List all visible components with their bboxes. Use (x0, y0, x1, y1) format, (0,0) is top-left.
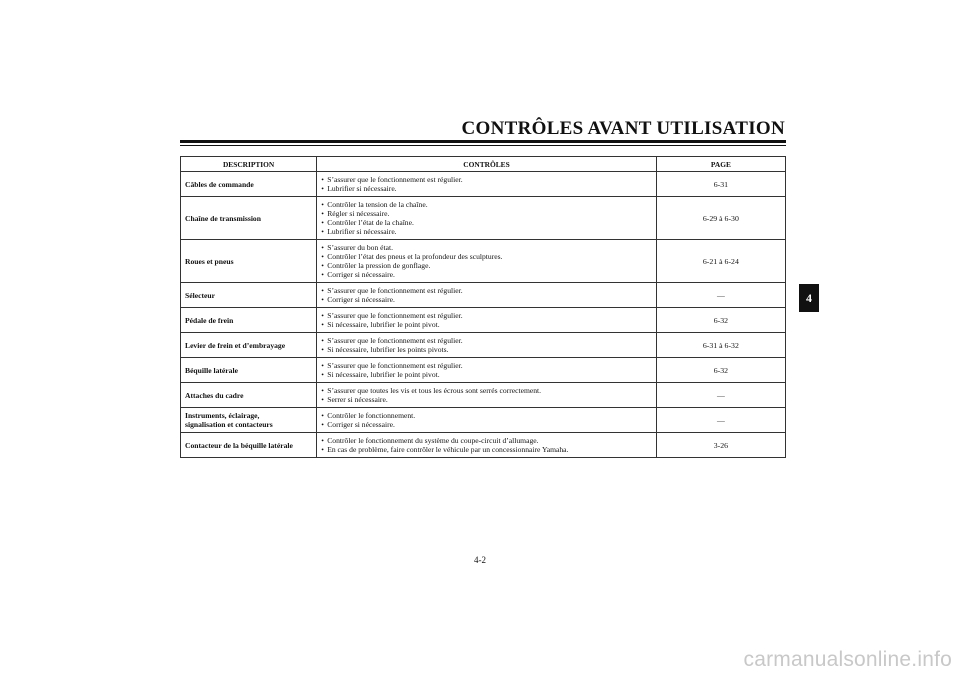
check-item: • Si nécessaire, lubrifier le point pivot. (321, 370, 652, 379)
check-item: • S’assurer que le fonctionnement est régulier. (321, 175, 652, 184)
row-description: Pédale de frein (181, 308, 317, 333)
row-checks (317, 197, 657, 240)
check-item: • S’assurer que le fonctionnement est régulier. (321, 336, 652, 345)
row-page-reference: 6-21 à 6-24 (656, 240, 785, 283)
table-header-row (181, 157, 786, 172)
check-item: • Si nécessaire, lubrifier les points pivots. (321, 345, 652, 354)
row-checks (317, 240, 657, 283)
table-row (181, 333, 786, 358)
check-item: • Corriger si nécessaire. (321, 420, 652, 429)
row-checks (317, 383, 657, 408)
title-rule-thick (180, 140, 786, 143)
pre-operation-checks-table (180, 156, 786, 458)
row-description: Levier de frein et d’embrayage (181, 333, 317, 358)
row-description: Attaches du cadre (181, 383, 317, 408)
table-row (181, 383, 786, 408)
row-checks (317, 283, 657, 308)
row-checks (317, 333, 657, 358)
check-item: • S’assurer que le fonctionnement est régulier. (321, 311, 652, 320)
row-description: Béquille latérale (181, 358, 317, 383)
check-item: • Si nécessaire, lubrifier le point pivot. (321, 320, 652, 329)
row-page-reference: — (656, 408, 785, 433)
header-checks: CONTRÔLES (317, 157, 657, 172)
row-description: Câbles de commande (181, 172, 317, 197)
row-description: Instruments, éclairage, signalisation et contacteurs (181, 408, 317, 433)
check-item: • Contrôler la tension de la chaîne. (321, 200, 652, 209)
row-description: Chaîne de transmission (181, 197, 317, 240)
table-row (181, 358, 786, 383)
chapter-tab[interactable]: 4 (799, 284, 819, 312)
page-number: 4-2 (474, 555, 486, 565)
title-rule-thin (180, 145, 786, 146)
check-item: • S’assurer que le fonctionnement est régulier. (321, 361, 652, 370)
table-row (181, 197, 786, 240)
table-row (181, 283, 786, 308)
row-page-reference: 3-26 (656, 433, 785, 458)
check-item: • Contrôler le fonctionnement. (321, 411, 652, 420)
check-item: • Contrôler le fonctionnement du système du coupe-circuit d’allumage. (321, 436, 652, 445)
check-item: • Corriger si nécessaire. (321, 270, 652, 279)
row-checks (317, 433, 657, 458)
row-page-reference: 6-32 (656, 308, 785, 333)
row-page-reference: 6-29 à 6-30 (656, 197, 785, 240)
row-checks (317, 358, 657, 383)
row-page-reference: 6-32 (656, 358, 785, 383)
check-item: • Lubrifier si nécessaire. (321, 184, 652, 193)
row-checks (317, 172, 657, 197)
row-checks (317, 308, 657, 333)
row-checks (317, 408, 657, 433)
watermark: carmanualsonline.info (743, 648, 952, 671)
row-page-reference: — (656, 383, 785, 408)
check-item: • Corriger si nécessaire. (321, 295, 652, 304)
table-row (181, 308, 786, 333)
page-title: CONTRÔLES AVANT UTILISATION (461, 118, 785, 139)
table-body (181, 172, 786, 458)
row-description: Sélecteur (181, 283, 317, 308)
row-page-reference: 6-31 (656, 172, 785, 197)
table-row (181, 172, 786, 197)
check-item: • Contrôler la pression de gonflage. (321, 261, 652, 270)
check-item: • Contrôler l’état de la chaîne. (321, 218, 652, 227)
table-row (181, 433, 786, 458)
row-description: Contacteur de la béquille latérale (181, 433, 317, 458)
table-row (181, 240, 786, 283)
check-item: • Régler si nécessaire. (321, 209, 652, 218)
check-item: • S’assurer que toutes les vis et tous les écrous sont serrés correctement. (321, 386, 652, 395)
row-page-reference: 6-31 à 6-32 (656, 333, 785, 358)
header-page: PAGE (656, 157, 785, 172)
row-description: Roues et pneus (181, 240, 317, 283)
check-item: • En cas de problème, faire contrôler le véhicule par un concessionnaire Yamaha. (321, 445, 652, 454)
check-item: • Contrôler l’état des pneus et la profondeur des sculptures. (321, 252, 652, 261)
table-row (181, 408, 786, 433)
header-description: DESCRIPTION (181, 157, 317, 172)
check-item: • Serrer si nécessaire. (321, 395, 652, 404)
check-item: • S’assurer que le fonctionnement est régulier. (321, 286, 652, 295)
check-item: • S’assurer du bon état. (321, 243, 652, 252)
row-page-reference: — (656, 283, 785, 308)
check-item: • Lubrifier si nécessaire. (321, 227, 652, 236)
